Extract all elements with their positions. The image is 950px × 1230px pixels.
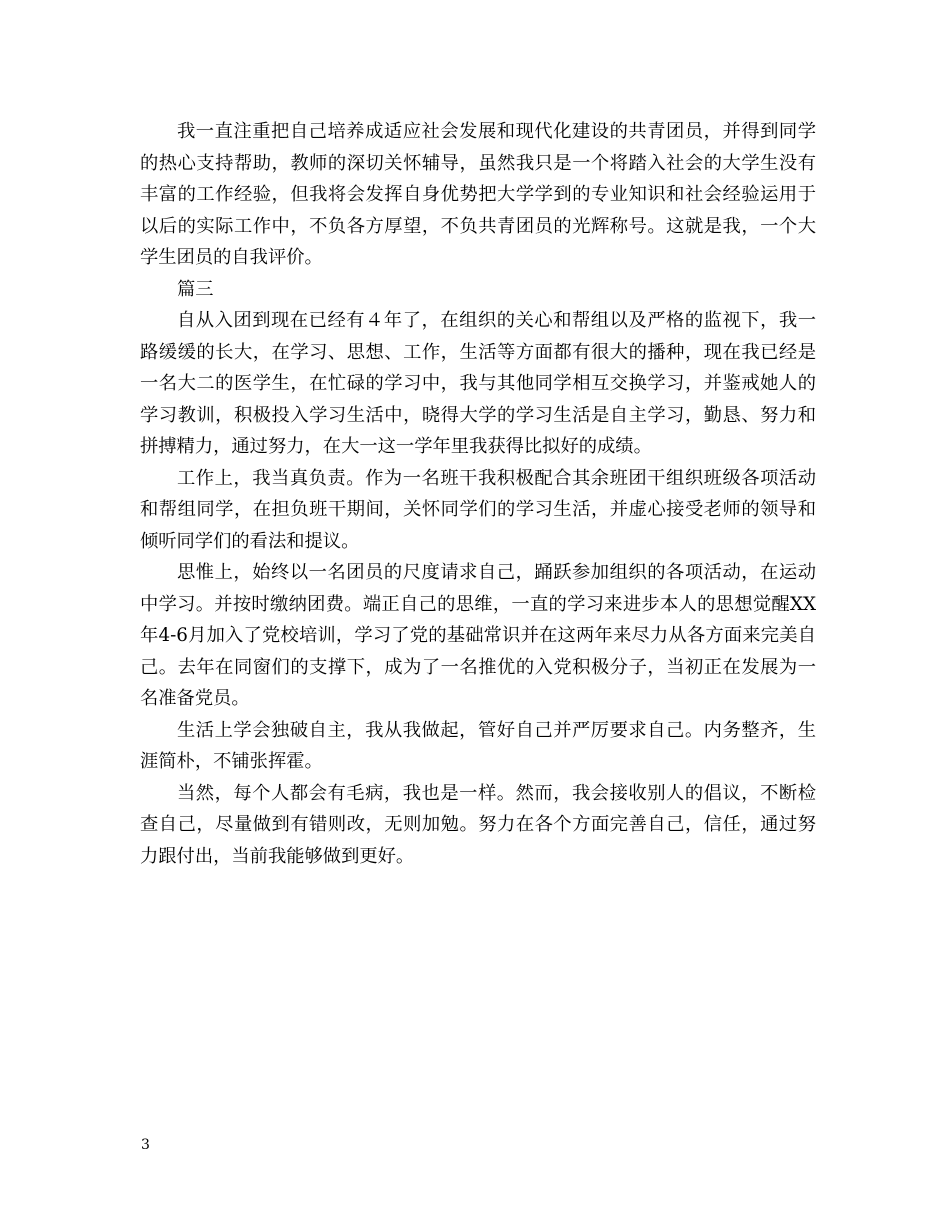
page-number: 3 bbox=[141, 1137, 150, 1153]
paragraph-conclusion: 当然，每个人都会有毛病，我也是一样。然而，我会接收别人的倡议，不断检查自己，尽量做到有错则改，无则加勉。努力在各个方面完善自己，信任，通过努力跟付出，当前我能够做到更好。 bbox=[140, 782, 816, 867]
paragraph-life: 生活上学会独破自主，我从我做起，管好自己并严厉要求自己。内务整齐，生涯简朴，不铺张挥霍。 bbox=[140, 719, 816, 772]
paragraph-self-evaluation-end: 我一直注重把自己培养成适应社会发展和现代化建设的共青团员，并得到同学的热心支持帮助，教师的深切关怀辅导，虽然我只是一个将踏入社会的大学生没有丰富的工作经验，但我将会发挥自身优势把大学学到的专业知识和社会经验运用于以后的实际工作中，不负各方厚望，不负共青团员的光辉称号。这就是我，一个大学生团员的自我评价。 bbox=[140, 121, 816, 268]
section-heading-part-three: 篇三 bbox=[177, 278, 214, 300]
paragraph-since-joining: 自从入团到现在已经有４年了，在组织的关心和帮组以及严格的监视下，我一路缓缓的长大，在学习、思想、工作，生活等方面都有很大的播种，现在我已经是一名大二的医学生，在忙碌的学习中，我与其他同学相互交换学习，并鉴戒她人的学习教训，积极投入学习生活中，晓得大学的学习生活是自主学习，勤恳、努力和拼搏精力，通过努力，在大一这一学年里我获得比拟好的成绩。 bbox=[140, 310, 816, 457]
document-body bbox=[140, 116, 816, 872]
paragraph-thinking: 思惟上，始终以一名团员的尺度请求自己，踊跃参加组织的各项活动，在运动中学习。并按时缴纳团费。端正自己的思维，一直的学习来进步本人的思想觉醒XX年4-6月加入了党校培训，学习了党的基础常识并在这两年来尽力从各方面来完美自己。去年在同窗们的支撑下，成为了一名推优的入党积极分子，当初正在发展为一名准备党员。 bbox=[140, 562, 816, 709]
paragraph-work: 工作上，我当真负责。作为一名班干我积极配合其余班团干组织班级各项活动和帮组同学，在担负班干期间，关怀同学们的学习生活，并虚心接受老师的领导和倾听同学们的看法和提议。 bbox=[140, 467, 816, 552]
